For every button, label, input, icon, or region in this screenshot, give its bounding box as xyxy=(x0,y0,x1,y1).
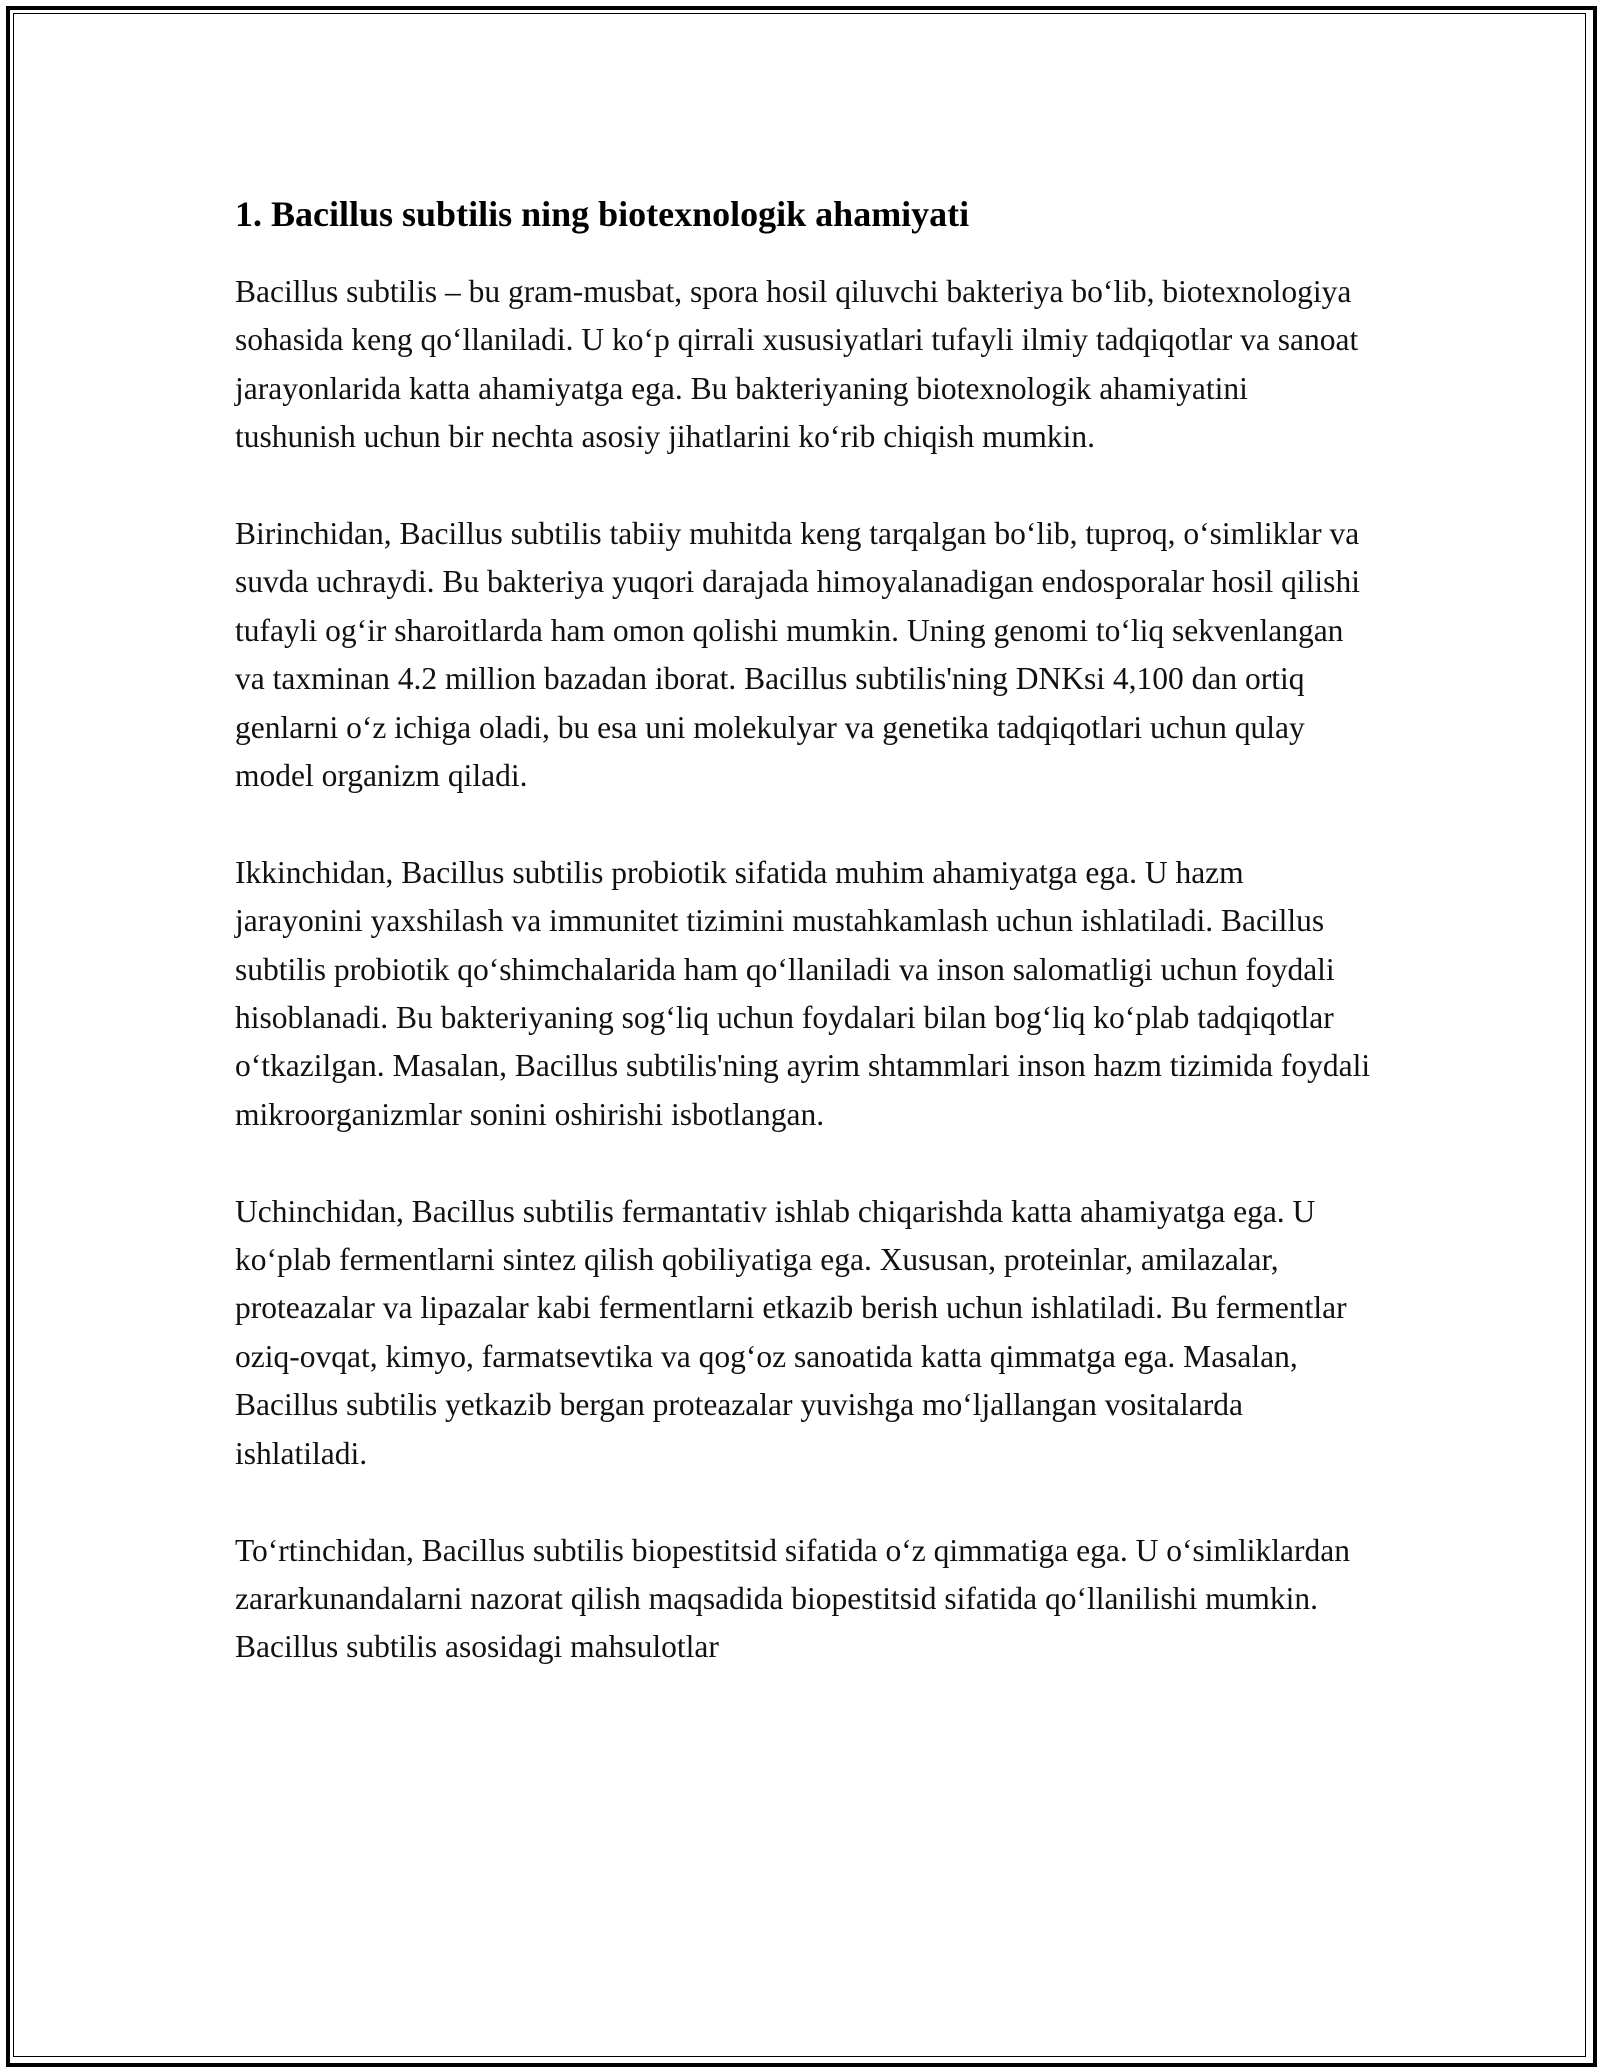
document-body xyxy=(235,190,1375,1672)
paragraph-first-point: Birinchidan, Bacillus subtilis tabiiy muhitda keng tarqalgan bo‘lib, tuproq, o‘simliklar va suvda uchraydi. Bu bakteriya yuqori darajada himoyalanadigan endosporalar hosil qilishi tufayli og‘ir sharoitlarda ham omon qolishi mumkin. Uning genomi to‘liq sekvenlangan va taxminan 4.2 million bazadan iborat. Bacillus subtilis'ning DNKsi 4,100 dan ortiq genlarni o‘z ichiga oladi, bu esa uni molekulyar va genetika tadqiqotlari uchun qulay model organizm qiladi. xyxy=(235,516,1360,794)
paragraph-fourth-point: To‘rtinchidan, Bacillus subtilis biopestitsid sifatida o‘z qimmatiga ega. U o‘simliklardan zararkunandalarni nazorat qilish maqsadida biopestitsid sifatida qo‘llanilishi mumkin. Bacillus subtilis asosidagi mahsulotlar xyxy=(235,1532,1350,1665)
paragraph-third-point: Uchinchidan, Bacillus subtilis fermantativ ishlab chiqarishda katta ahamiyatga ega. U ko‘plab fermentlarni sintez qilish qobiliyatiga ega. Xususan, proteinlar, amilazalar, proteazalar va lipazalar kabi fermentlarni etkazib berish uchun ishlatiladi. Bu fermentlar oziq-ovqat, kimyo, farmatsevtika va qog‘oz sanoatida katta qimmatga ega. Masalan, Bacillus subtilis yetkazib bergan proteazalar yuvishga mo‘ljallangan vositalarda ishlatiladi. xyxy=(235,1193,1347,1471)
section-title: 1. Bacillus subtilis ning biotexnologik ahamiyati xyxy=(235,194,970,234)
paragraph-second-point: Ikkinchidan, Bacillus subtilis probiotik sifatida muhim ahamiyatga ega. U hazm jarayonini yaxshilash va immunitet tizimini mustahkamlash uchun ishlatiladi. Bacillus subtilis probiotik qo‘shimchalarida ham qo‘llaniladi va inson salomatligi uchun foydali hisoblanadi. Bu bakteriyaning sog‘liq uchun foydalari bilan bog‘liq ko‘plab tadqiqotlar o‘tkazilgan. Masalan, Bacillus subtilis'ning ayrim shtammlari inson hazm tizimida foydali mikroorganizmlar sonini oshirishi isbotlangan. xyxy=(235,854,1371,1132)
paragraph-intro: Bacillus subtilis – bu gram-musbat, spora hosil qiluvchi bakteriya bo‘lib, biotexnologiya sohasida keng qo‘llaniladi. U ko‘p qirrali xususiyatlari tufayli ilmiy tadqiqotlar va sanoat jarayonlarida katta ahamiyatga ega. Bu bakteriyaning biotexnologik ahamiyatini tushunish uchun bir nechta asosiy jihatlarini ko‘rib chiqish mumkin. xyxy=(235,274,1359,455)
